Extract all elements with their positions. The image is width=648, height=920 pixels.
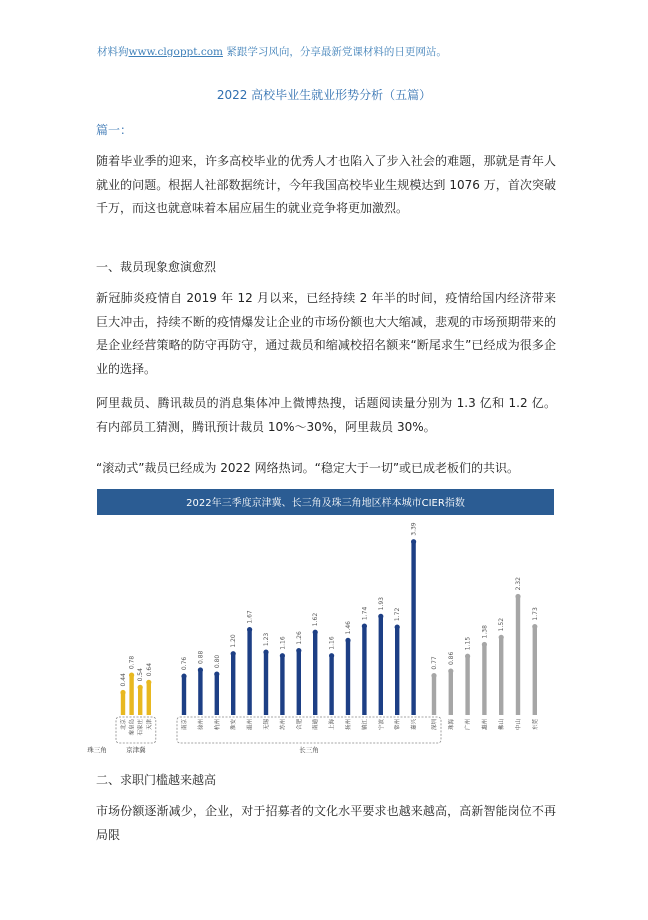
category-label-宁波: 宁波 xyxy=(378,719,385,731)
bar-cap-苏州 xyxy=(280,653,285,658)
bar-东莞 xyxy=(533,627,537,715)
bar-南通 xyxy=(313,632,317,715)
value-label-天津: 0.64 xyxy=(145,662,153,677)
category-label-中山: 中山 xyxy=(516,719,522,731)
header-prefix: 材料狗 xyxy=(97,46,129,58)
paragraph-3: 阿里裁员、腾讯裁员的消息集体冲上微博热搜，话题阅读量分别为 1.3 亿和 1.2 亿。有内部员工猜测，腾讯预计裁员 10%～30%，阿里裁员 30%。 xyxy=(96,396,556,434)
paragraph-5: 市场份额逐渐减少，企业，对于招募者的文化水平要求也越来越高，高新智能岗位不再局限 xyxy=(96,804,556,842)
value-label-惠州: 1.38 xyxy=(481,625,489,639)
value-label-苏州: 1.16 xyxy=(279,636,287,650)
category-label-无锡: 无锡 xyxy=(264,719,270,731)
heading-1: 一、裁员现象愈演愈烈 xyxy=(96,260,217,274)
value-label-温州: 1.67 xyxy=(246,610,254,624)
value-label-东莞: 1.73 xyxy=(531,607,539,621)
bar-cap-无锡 xyxy=(263,650,268,655)
bar-cap-扬州 xyxy=(345,638,350,643)
bar-石家庄 xyxy=(138,687,142,715)
category-label-镇江: 镇江 xyxy=(362,719,369,731)
value-label-广州: 1.15 xyxy=(464,636,472,651)
value-label-淮安: 1.20 xyxy=(230,634,238,648)
bar-cap-天津 xyxy=(146,680,151,685)
heading-2: 二、求职门槛越来越高 xyxy=(96,773,217,787)
category-label-惠州: 惠州 xyxy=(482,719,489,731)
bar-杭州 xyxy=(215,674,219,715)
bar-cap-中山 xyxy=(515,594,520,599)
bar-天津 xyxy=(147,682,151,715)
category-label-徐州: 徐州 xyxy=(198,719,205,731)
bar-cap-杭州 xyxy=(214,672,219,677)
category-label-北京: 北京 xyxy=(121,719,127,731)
category-label-广州: 广州 xyxy=(465,719,472,731)
category-label-温州: 温州 xyxy=(247,719,254,731)
category-label-嘉兴: 嘉兴 xyxy=(411,719,418,731)
category-label-扬州: 扬州 xyxy=(346,719,352,731)
bar-cap-南京 xyxy=(181,674,186,679)
header-link[interactable]: www.clgoppt.com xyxy=(128,46,223,58)
bar-无锡 xyxy=(264,652,268,715)
value-label-珠海: 0.86 xyxy=(447,651,455,666)
bar-北京 xyxy=(121,693,125,715)
group-label-珠三角: 珠三角 xyxy=(87,746,107,754)
category-label-石家庄: 石家庄 xyxy=(138,719,145,736)
category-label-秦皇岛: 秦皇岛 xyxy=(129,719,136,736)
bar-合肥 xyxy=(297,651,301,715)
category-label-淮安: 淮安 xyxy=(231,719,238,731)
value-label-秦皇岛: 0.78 xyxy=(128,655,136,670)
value-label-中山: 2.32 xyxy=(515,577,522,591)
bar-徐州 xyxy=(198,670,202,715)
bar-cap-南通 xyxy=(313,630,318,635)
value-label-北京: 0.44 xyxy=(120,673,127,687)
category-label-常州: 常州 xyxy=(395,719,402,731)
bar-cap-石家庄 xyxy=(138,685,143,690)
group-label-长三角: 长三角 xyxy=(299,746,319,754)
bar-淮安 xyxy=(231,654,235,715)
section-label: 篇一： xyxy=(96,123,133,137)
bar-cap-珠海 xyxy=(448,668,453,673)
site-header xyxy=(97,44,447,59)
paragraph-1: 随着毕业季的迎来，许多高校毕业的优秀人才也陷入了步入社会的难题，那就是青年人就业的问题。根据人社部数据统计，今年我国高校毕业生规模达到 1076 万，首次突破千万，而这也就意味着本届应届生的就业竞争将更加激烈。 xyxy=(96,154,556,215)
bar-上海 xyxy=(329,656,333,715)
value-label-南通: 1.62 xyxy=(312,612,320,627)
bar-温州 xyxy=(247,630,251,715)
bar-cap-广州 xyxy=(465,654,470,659)
category-label-南通: 南通 xyxy=(313,719,320,731)
cier-bar-chart xyxy=(87,489,554,757)
bar-惠州 xyxy=(482,644,486,715)
document-title: 2022 高校毕业生就业形势分析（五篇） xyxy=(216,88,432,102)
bar-cap-常州 xyxy=(395,624,400,629)
paragraph-2: 新冠肺炎疫情自 2019 年 12 月以来，已经持续 2 年半的时间，疫情给国内经济带来巨大冲击，持续不断的疫情爆发让企业的市场份额也大大缩减，悲观的市场预期带来的是企业经营策略的防守再防守，通过裁员和缩减校招名额来“断尾求生”已经成为很多企业的选择。 xyxy=(96,291,556,376)
value-label-嘉兴: 3.39 xyxy=(410,522,418,536)
bar-嘉兴 xyxy=(411,542,415,715)
group-label-京津冀: 京津冀 xyxy=(126,746,146,754)
category-label-深圳: 深圳 xyxy=(432,719,438,731)
category-label-佛山: 佛山 xyxy=(499,719,506,731)
category-label-天津: 天津 xyxy=(146,719,153,731)
bar-cap-徐州 xyxy=(198,667,203,672)
bar-cap-宁波 xyxy=(378,614,383,619)
bar-苏州 xyxy=(280,656,284,715)
bar-南京 xyxy=(182,676,186,715)
value-label-无锡: 1.23 xyxy=(263,632,270,647)
bar-cap-秦皇岛 xyxy=(129,673,134,678)
value-label-佛山: 1.52 xyxy=(498,617,506,632)
category-label-东莞: 东莞 xyxy=(532,719,539,731)
bar-cap-深圳 xyxy=(431,673,436,678)
bar-cap-温州 xyxy=(247,627,252,632)
value-label-上海: 1.16 xyxy=(328,636,336,650)
value-label-杭州: 0.80 xyxy=(213,654,221,669)
value-label-石家庄: 0.54 xyxy=(137,668,145,682)
bar-cap-惠州 xyxy=(482,642,487,647)
bar-佛山 xyxy=(499,637,503,715)
bar-cap-嘉兴 xyxy=(411,539,416,544)
value-label-徐州: 0.88 xyxy=(197,650,205,665)
value-label-扬州: 1.46 xyxy=(345,621,352,635)
bar-中山 xyxy=(516,596,520,715)
category-label-南京: 南京 xyxy=(182,719,188,731)
value-label-宁波: 1.93 xyxy=(377,596,385,611)
category-label-苏州: 苏州 xyxy=(280,719,287,731)
chart-canvas xyxy=(87,489,554,757)
bar-宁波 xyxy=(379,616,383,715)
bar-常州 xyxy=(395,627,399,715)
bar-深圳 xyxy=(432,676,436,715)
bar-cap-合肥 xyxy=(296,648,301,653)
value-label-常州: 1.72 xyxy=(394,607,402,622)
bar-cap-佛山 xyxy=(499,635,504,640)
bar-扬州 xyxy=(346,640,350,715)
bar-cap-东莞 xyxy=(532,624,537,629)
paragraph-4: “滚动式”裁员已经成为 2022 网络热词。“稳定大于一切”或已成老板们的共识。 xyxy=(96,461,520,475)
category-label-合肥: 合肥 xyxy=(296,719,303,731)
header-suffix: 紧跟学习风向，分享最新党课材料的日更网站。 xyxy=(226,46,447,58)
bar-镇江 xyxy=(362,626,366,715)
value-label-深圳: 0.77 xyxy=(431,656,438,670)
bar-group xyxy=(87,522,539,754)
value-label-南京: 0.76 xyxy=(181,656,188,671)
chart-title: 2022年三季度京津冀、长三角及珠三角地区样本城市CIER指数 xyxy=(186,498,465,509)
bar-cap-镇江 xyxy=(362,623,367,628)
bar-广州 xyxy=(465,656,469,715)
value-label-镇江: 1.74 xyxy=(361,606,369,621)
category-label-珠海: 珠海 xyxy=(448,719,455,731)
bar-cap-淮安 xyxy=(231,651,236,656)
category-label-上海: 上海 xyxy=(329,719,336,731)
value-label-合肥: 1.26 xyxy=(295,631,303,645)
bar-秦皇岛 xyxy=(129,675,133,715)
bar-cap-北京 xyxy=(120,690,125,695)
category-label-杭州: 杭州 xyxy=(214,719,221,731)
bar-珠海 xyxy=(449,671,453,715)
bar-cap-上海 xyxy=(329,653,334,658)
